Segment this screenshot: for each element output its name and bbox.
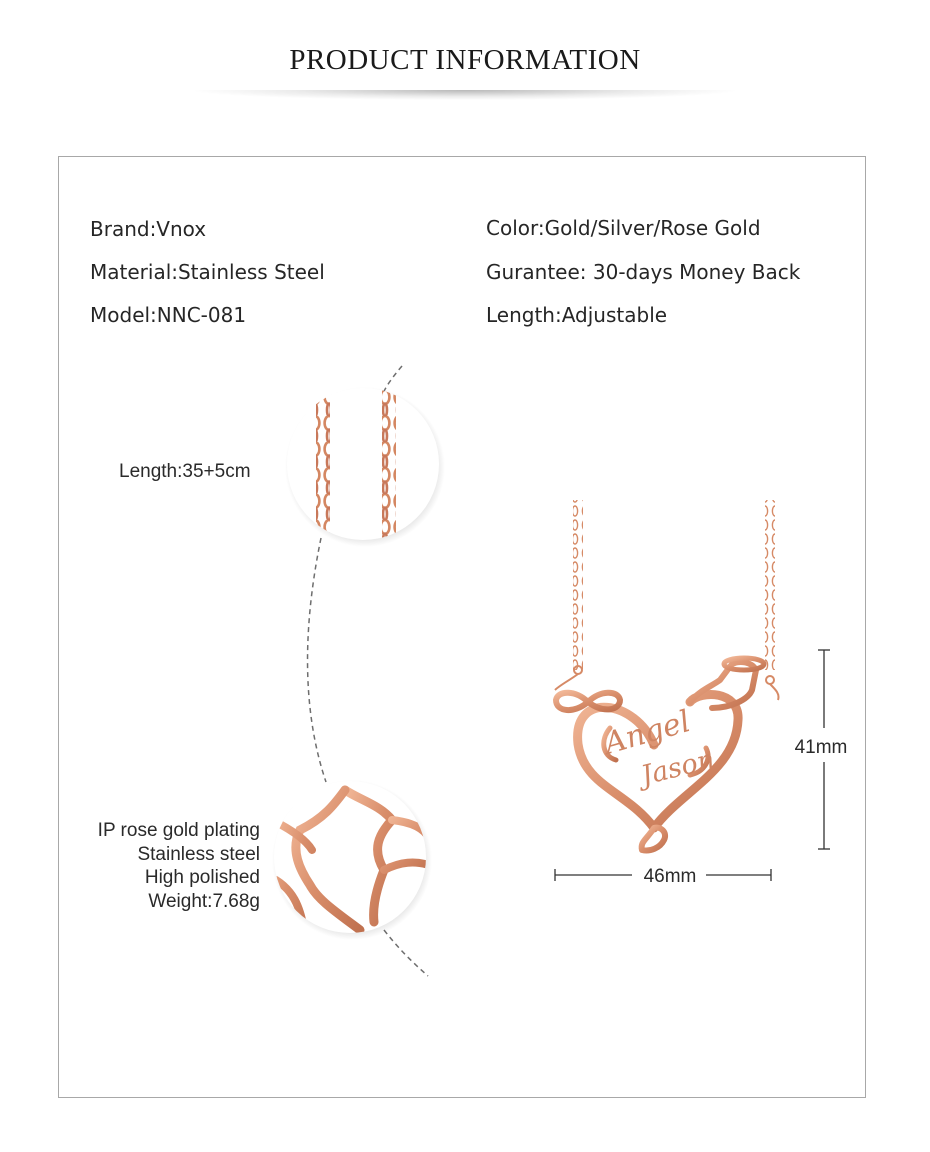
pendant-name-1: Angel	[600, 703, 695, 762]
heart-pendant	[556, 658, 764, 851]
spec-brand: Brand:Vnox	[90, 217, 207, 241]
spec-length: Length:Adjustable	[486, 303, 668, 327]
feature-plating: IP rose gold plating	[97, 820, 260, 841]
spec-material: Material:Stainless Steel	[90, 260, 325, 284]
spec-guarantee: Gurantee: 30-days Money Back	[486, 260, 801, 284]
spec-color: Color:Gold/Silver/Rose Gold	[486, 216, 761, 240]
feature-material: Stainless steel	[137, 843, 260, 865]
feature-list	[98, 819, 260, 913]
necklace-chain-right	[765, 500, 775, 670]
spec-model: Model:NNC-081	[90, 303, 247, 327]
width-label: 46mm	[643, 866, 697, 887]
chain-detail-circle	[287, 388, 439, 540]
pendant-name-2: Jason	[638, 743, 718, 792]
page-title: PRODUCT INFORMATION	[289, 44, 641, 76]
chain-length-label: Length:35+5cm	[119, 461, 251, 482]
feature-weight: Weight:7.68g	[148, 890, 260, 912]
feature-finish: High polished	[144, 867, 260, 888]
necklace-chain-left	[573, 500, 583, 670]
height-label: 41mm	[794, 737, 848, 758]
